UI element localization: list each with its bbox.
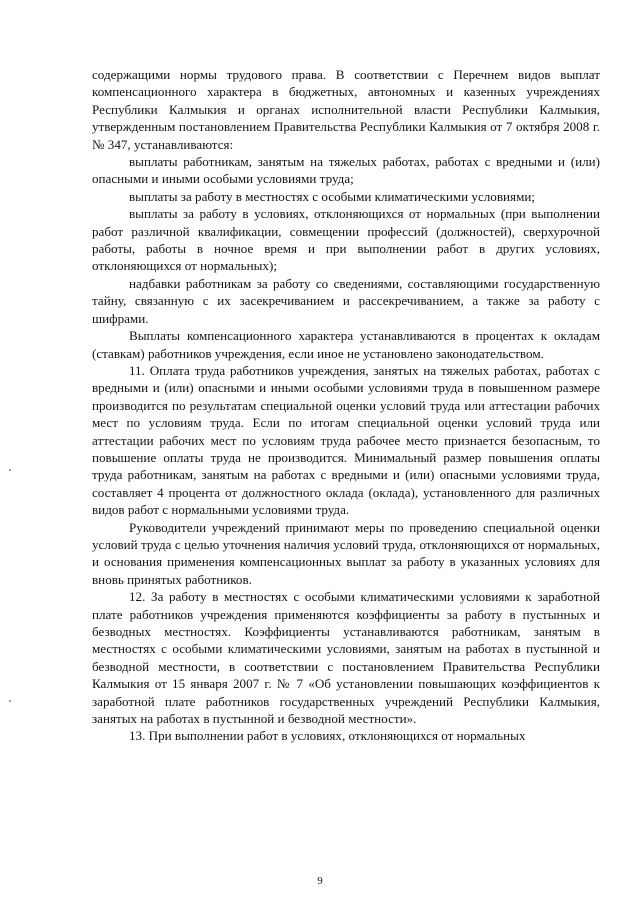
- list-item-climate-payments: выплаты за работу в местностях с особыми климатическими условиями;: [129, 188, 536, 204]
- section-13-paragraph-start: 13. При выполнении работ в условиях, отклоняющихся от нормальных: [129, 728, 526, 744]
- paragraph-continuation: содержащими нормы трудового права. В соответствии с Перечнем видов выплат компенсационного характера в бюджетных, автономных и казенных учреждениях Республики Калмыкия и органах исполнительной власти Республики Калмыкия, утвержденным постановлением Правительства Республики Калмыкия от 7 октября 2008 г. № 347, устанавливаются:: [92, 67, 600, 152]
- document-page: [92, 66, 600, 745]
- list-item-state-secret-bonuses: надбавки работникам за работу со сведениями, составляющими государственную тайну, связанную с их засекречиванием и рассекречиванием, а также за работу с шифрами.: [92, 275, 600, 326]
- scan-speck: [9, 469, 11, 471]
- section-11-paragraph: 11. Оплата труда работников учреждения, занятых на тяжелых работах, работах с вредными и (или) опасными и иными особыми условиями труда в повышенном размере производится по результатам специальной оценки условий труда или аттестации рабочих мест по условиям труда. Если по итогам специальной оценки условий труда или аттестации рабочих мест по условиям труда рабочее место признается безопасным, то повышение оплаты труда не производится. Минимальный размер повышения оплаты труда работникам, занятым на работах с вредными и (или) опасными условиями труда, составляет 4 процента от должностного оклада (оклада), установленного для различных видов работ с нормальными условиями труда.: [92, 362, 600, 518]
- scan-speck: [9, 700, 11, 702]
- list-item-abnormal-conditions-payments: выплаты за работу в условиях, отклоняющихся от нормальных (при выполнении работ различной квалификации, совмещении профессий (должностей), сверхурочной работы, работы в ночное время и при выполнении работ в других условиях, отклоняющихся от нормальных);: [92, 206, 600, 274]
- paragraph-managers-measures: Руководители учреждений принимают меры по проведению специальной оценки условий труда с целью уточнения наличия условий труда, отклоняющихся от нормальных, и основания применения компенсационных выплат за работу в указанных условиях для вновь принятых работников.: [92, 519, 600, 587]
- page-number: 9: [317, 875, 323, 887]
- paragraph-percent-of-salary: Выплаты компенсационного характера устанавливаются в процентах к окладам (ставкам) работников учреждения, если иное не установлено законодательством.: [92, 328, 600, 361]
- list-item-hazardous-work-payments: выплаты работникам, занятым на тяжелых работах, работах с вредными и (или) опасными и иными особыми условиями труда;: [92, 154, 600, 187]
- section-12-paragraph: 12. За работу в местностях с особыми климатическими условиями к заработной плате работников учреждения применяются коэффициенты за работу в пустынных и безводных местностях. Коэффициенты устанавливаются работникам, занятым в местностях с особыми климатическими условиями, занятым на работах в пустынной и безводной местности, в соответствии с постановлением Правительства Республики Калмыкия от 15 января 2007 г. № 7 «Об установлении повышающих коэффициентов к заработной плате работников государственных учреждений Республики Калмыкия, занятых на работах в пустынной и безводной местности».: [92, 589, 600, 727]
